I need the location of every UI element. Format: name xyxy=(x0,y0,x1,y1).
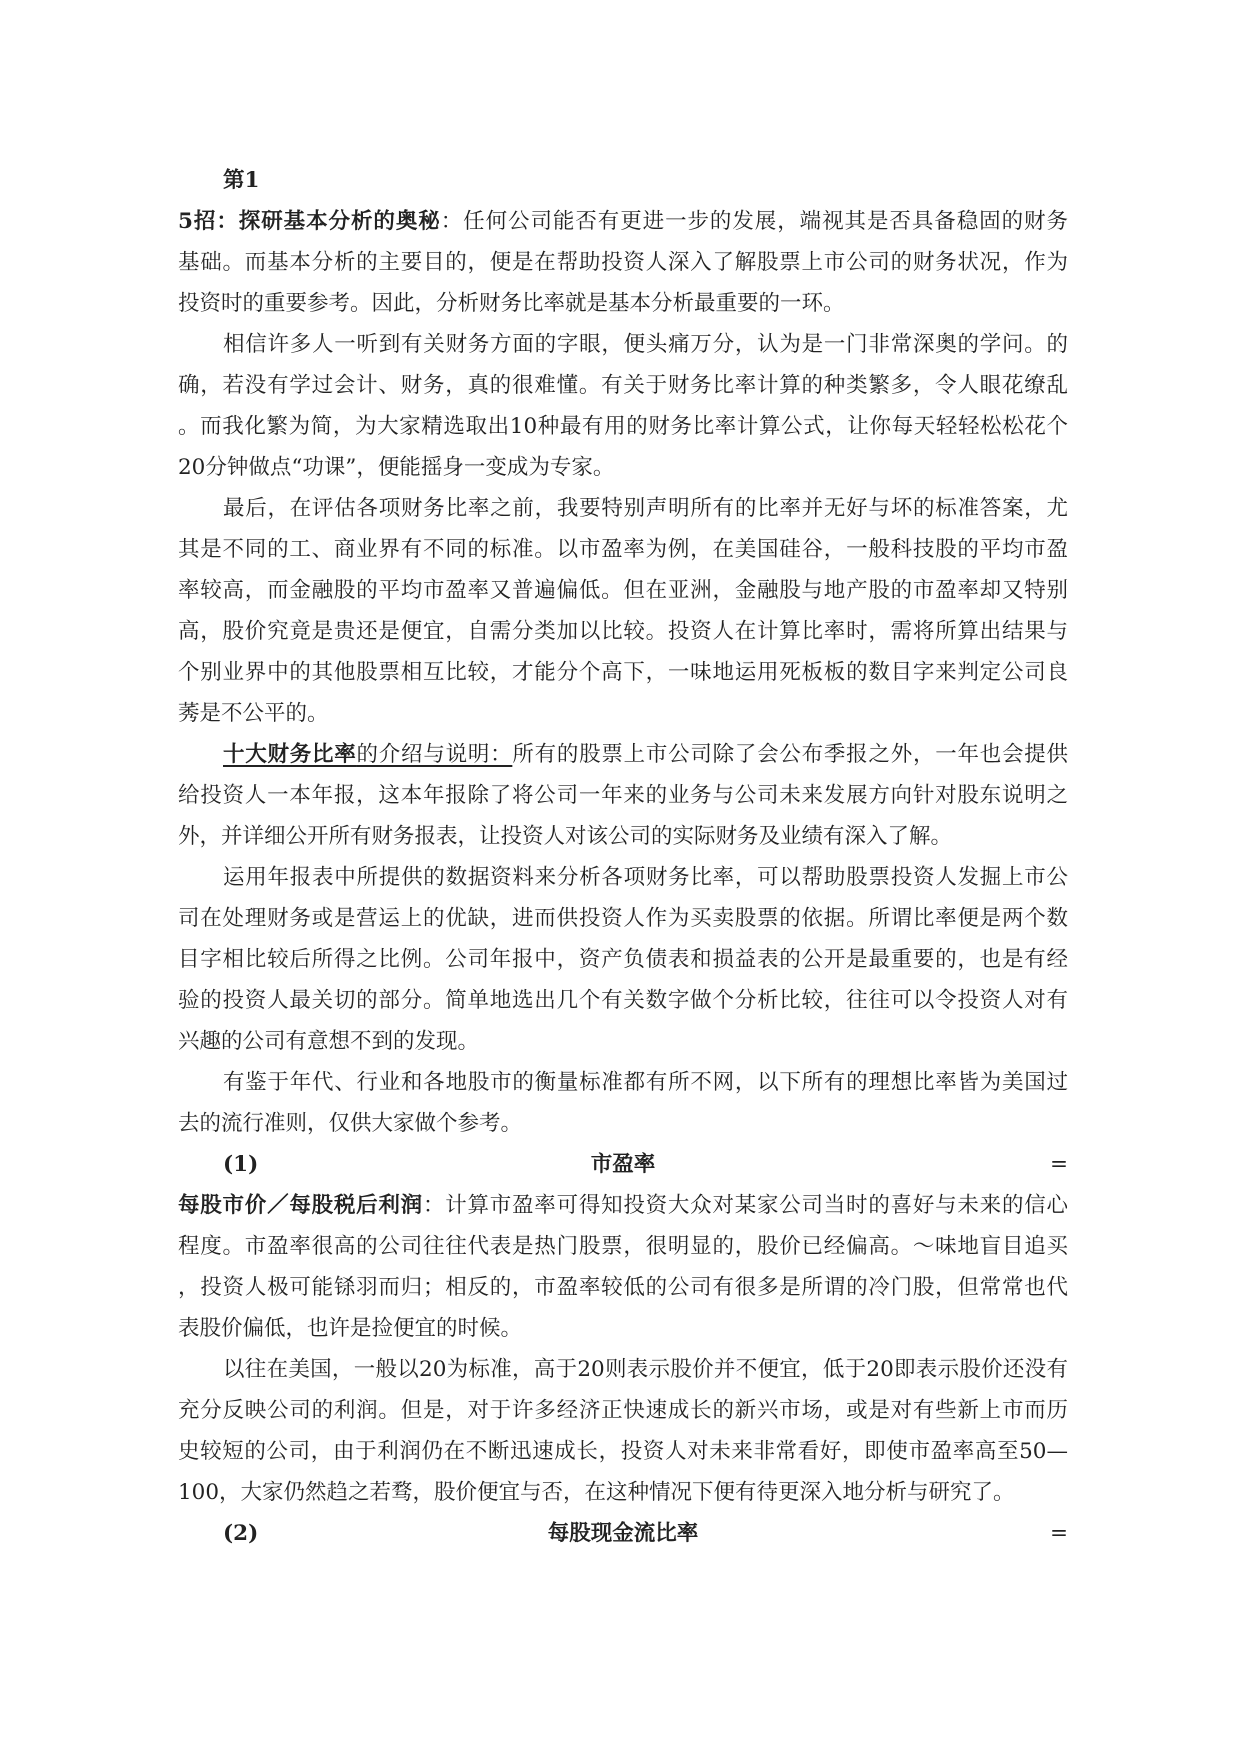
ratio-heading-2 xyxy=(178,1513,1068,1554)
paragraph-line: 目字相比较后所得之比例。公司年报中，资产负债表和损益表的公开是最重要的，也是有经 xyxy=(178,947,1068,972)
paragraph-line: 以往在美国，一般以20为标准，高于20则表示股价并不便宜，低于20即表示股价还没有 xyxy=(223,1357,1068,1382)
section-heading-number: 第1 xyxy=(223,168,260,193)
paragraph-line: 100，大家仍然趋之若骛，股价便宜与否，在这种情况下便有待更深入地分析与研究了。 xyxy=(178,1480,1015,1505)
document-page xyxy=(178,160,1068,1554)
ratio-number: (1) xyxy=(223,1152,259,1177)
paragraph-line: 最后，在评估各项财务比率之前，我要特别声明所有的比率并无好与坏的标准答案，尤 xyxy=(223,496,1068,521)
paragraph-line: 表股价偏低，也许是捡便宜的时候。 xyxy=(178,1316,523,1341)
paragraph-line: 兴趣的公司有意想不到的发现。 xyxy=(178,1029,480,1054)
section-lead-title: 十大财务比率 xyxy=(223,742,357,767)
paragraph-line: 莠是不公平的。 xyxy=(178,701,329,726)
paragraph-line: 司在处理财务或是营运上的优缺，进而供投资人作为买卖股票的依据。所谓比率便是两个数 xyxy=(178,906,1068,931)
paragraph-line: 十大财务比率的介绍与说明：所有的股票上市公司除了会公布季报之外，一年也会提供 xyxy=(223,742,1068,767)
paragraph-line: 去的流行准则，仅供大家做个参考。 xyxy=(178,1111,523,1136)
paragraph-line: 高，股价究竟是贵还是便宜，自需分类加以比较。投资人在计算比率时，需将所算出结果与 xyxy=(178,619,1068,644)
paragraph-line: 其是不同的工、商业界有不同的标准。以市盈率为例，在美国硅谷，一般科技股的平均市盈 xyxy=(178,537,1068,562)
paragraph-line: 运用年报表中所提供的数据资料来分析各项财务比率，可以帮助股票投资人发掘上市公 xyxy=(223,865,1068,890)
paragraph-line: 相信许多人一听到有关财务方面的字眼，便头痛万分，认为是一门非常深奥的学问。的 xyxy=(223,332,1068,357)
ratio-title: 市盈率 xyxy=(590,1152,656,1177)
paragraph-line: ，投资人极可能铩羽而归；相反的，市盈率较低的公司有很多是所谓的冷门股，但常常也代 xyxy=(178,1275,1068,1300)
paragraph-line: 有鉴于年代、行业和各地股市的衡量标准都有所不网，以下所有的理想比率皆为美国过 xyxy=(223,1070,1068,1095)
paragraph-line: 5招：探研基本分析的奥秘：任何公司能否有更进一步的发展，端视其是否具备稳固的财务 xyxy=(178,209,1068,234)
paragraph-line: 20分钟做点“功课”，便能摇身一变成为专家。 xyxy=(178,455,615,480)
ratio-heading-1 xyxy=(178,1144,1068,1185)
section-lead-title: 5招：探研基本分析的奥秘 xyxy=(178,209,441,234)
paragraph-line: 充分反映公司的利润。但是，对于许多经济正快速成长的新兴市场，或是对有些新上市而历 xyxy=(178,1398,1068,1423)
equals-sign: = xyxy=(1049,1152,1068,1177)
paragraph-line: 每股市价／每股税后利润：计算市盈率可得知投资大众对某家公司当时的喜好与未来的信心 xyxy=(178,1193,1068,1218)
paragraph-line: 史较短的公司，由于利润仍在不断迅速成长，投资人对未来非常看好，即使市盈率高至50— xyxy=(178,1439,1068,1464)
equals-sign: = xyxy=(1049,1521,1068,1546)
paragraph-line: 给投资人一本年报，这本年报除了将公司一年来的业务与公司未来发展方向针对股东说明之 xyxy=(178,783,1068,808)
paragraph-line: 程度。市盈率很高的公司往往代表是热门股票，很明显的，股价已经偏高。～味地盲目追买 xyxy=(178,1234,1068,1259)
ratio-number: (2) xyxy=(223,1521,259,1546)
paragraph-line: 投资时的重要参考。因此，分析财务比率就是基本分析最重要的一环。 xyxy=(178,291,845,316)
paragraph-line: 确，若没有学过会计、财务，真的很难懂。有关于财务比率计算的种类繁多，令人眼花缭乱 xyxy=(178,373,1068,398)
formula-lead: 每股市价／每股税后利润 xyxy=(178,1193,423,1218)
paragraph-line: 个别业界中的其他股票相互比较，才能分个高下，一味地运用死板板的数目字来判定公司良 xyxy=(178,660,1068,685)
paragraph-line: 率较高，而金融股的平均市盈率又普遍偏低。但在亚洲，金融股与地产股的市盈率却又特别 xyxy=(178,578,1068,603)
paragraph-line: 。而我化繁为简，为大家精选取出10种最有用的财务比率计算公式，让你每天轻轻松松花个 xyxy=(178,414,1068,439)
paragraph-line: 验的投资人最关切的部分。简单地选出几个有关数字做个分析比较，往往可以令投资人对有 xyxy=(178,988,1068,1013)
ratio-title: 每股现金流比率 xyxy=(547,1521,699,1546)
paragraph-line: 基础。而基本分析的主要目的，便是在帮助投资人深入了解股票上市公司的财务状况，作为 xyxy=(178,250,1068,275)
paragraph-line: 外，并详细公开所有财务报表，让投资人对该公司的实际财务及业绩有深入了解。 xyxy=(178,824,953,849)
